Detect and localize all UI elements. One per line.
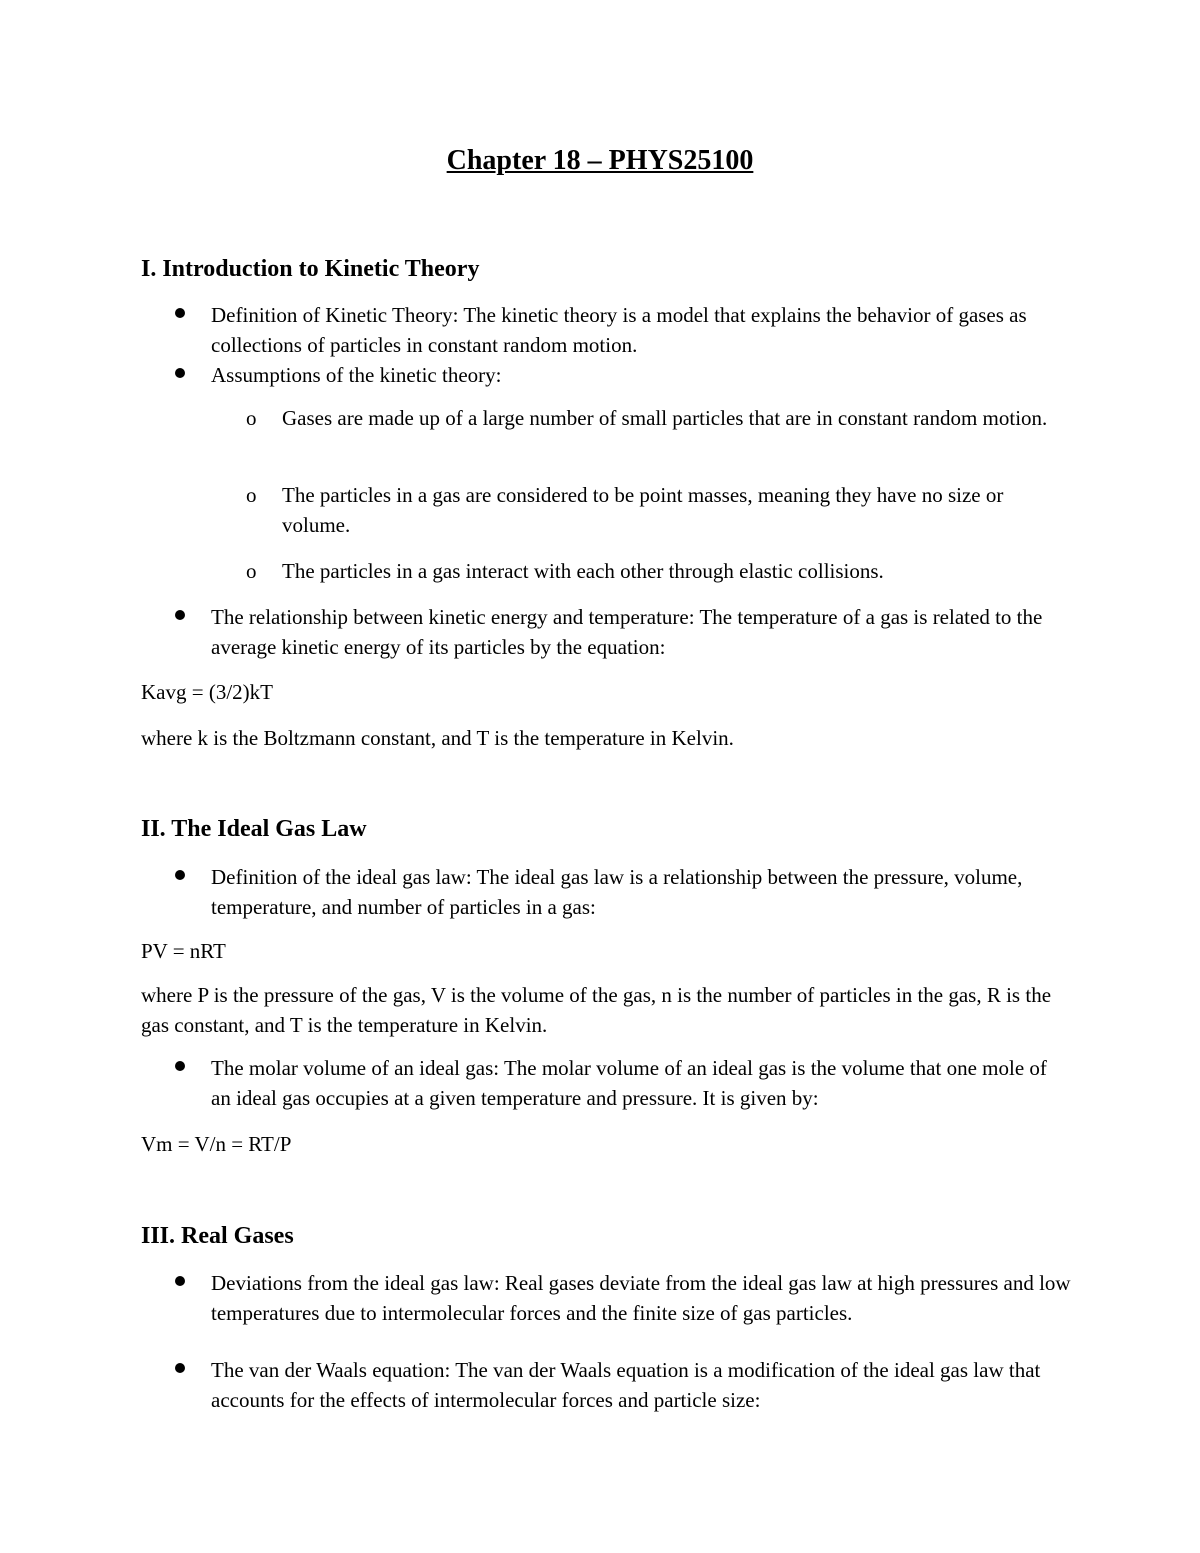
equation-ideal-gas: PV = nRT — [141, 939, 226, 963]
bullet-text: Definition of Kinetic Theory: The kinetic theory is a model that explains the behavior of gases as collections of particles in constant random motion. — [211, 303, 1027, 357]
bullet-marker — [175, 1276, 185, 1286]
bullet-marker — [175, 1363, 185, 1373]
bullet-text: The van der Waals equation: The van der Waals equation is a modification of the ideal gas law that accounts for the effects of intermolecular forces and particle size: — [211, 1358, 1041, 1412]
sub-bullet-marker: o — [246, 559, 257, 583]
bullet-marker — [175, 1061, 185, 1071]
section-heading-2: II. The Ideal Gas Law — [141, 816, 367, 842]
equation-molar-volume: Vm = V/n = RT/P — [141, 1132, 292, 1156]
bullet-text: Deviations from the ideal gas law: Real gases deviate from the ideal gas law at high pressures and low temperatures due to intermolecular forces and the finite size of gas particles. — [211, 1271, 1071, 1325]
bullet-item — [211, 862, 1071, 922]
sub-bullet-item — [246, 556, 1062, 586]
page-title: Chapter 18 – PHYS25100 — [446, 145, 754, 176]
bullet-item — [211, 1268, 1071, 1328]
bullet-text: The molar volume of an ideal gas: The molar volume of an ideal gas is the volume that one mole of an ideal gas occupies at a given temperature and pressure. It is given by: — [211, 1056, 1047, 1110]
sub-bullet-text: The particles in a gas are considered to be point masses, meaning they have no size or volume. — [282, 483, 1004, 537]
section-heading-1: I. Introduction to Kinetic Theory — [141, 256, 480, 282]
bullet-text: Definition of the ideal gas law: The ideal gas law is a relationship between the pressure, volume, temperature, and number of particles in a gas: — [211, 865, 1023, 919]
bullet-text: Assumptions of the kinetic theory: — [211, 363, 502, 387]
bullet-marker — [175, 870, 185, 880]
bullet-marker — [175, 308, 185, 318]
bullet-marker — [175, 610, 185, 620]
sub-bullet-marker: o — [246, 406, 257, 430]
bullet-item — [211, 1355, 1071, 1415]
bullet-item — [211, 300, 1071, 360]
bullet-item — [211, 1053, 1071, 1113]
sub-bullet-item — [246, 480, 1062, 540]
sub-bullet-item — [246, 403, 1062, 433]
bullet-marker — [175, 368, 185, 378]
sub-bullet-text: Gases are made up of a large number of small particles that are in constant random motion. — [282, 406, 1048, 430]
bullet-item — [211, 360, 1071, 390]
bullet-text: The relationship between kinetic energy and temperature: The temperature of a gas is related to the average kinetic energy of its particles by the equation: — [211, 605, 1043, 659]
section-heading-3: III. Real Gases — [141, 1223, 294, 1249]
sub-bullet-marker: o — [246, 483, 257, 507]
equation-kinetic-energy: Kavg = (3/2)kT — [141, 680, 273, 704]
bullet-item — [211, 602, 1071, 662]
sub-bullet-text: The particles in a gas interact with each other through elastic collisions. — [282, 559, 884, 583]
equation-explanation: where P is the pressure of the gas, V is the volume of the gas, n is the number of particles in the gas, R is the gas constant, and T is the temperature in Kelvin. — [141, 983, 1052, 1037]
equation-explanation: where k is the Boltzmann constant, and T is the temperature in Kelvin. — [141, 726, 734, 750]
